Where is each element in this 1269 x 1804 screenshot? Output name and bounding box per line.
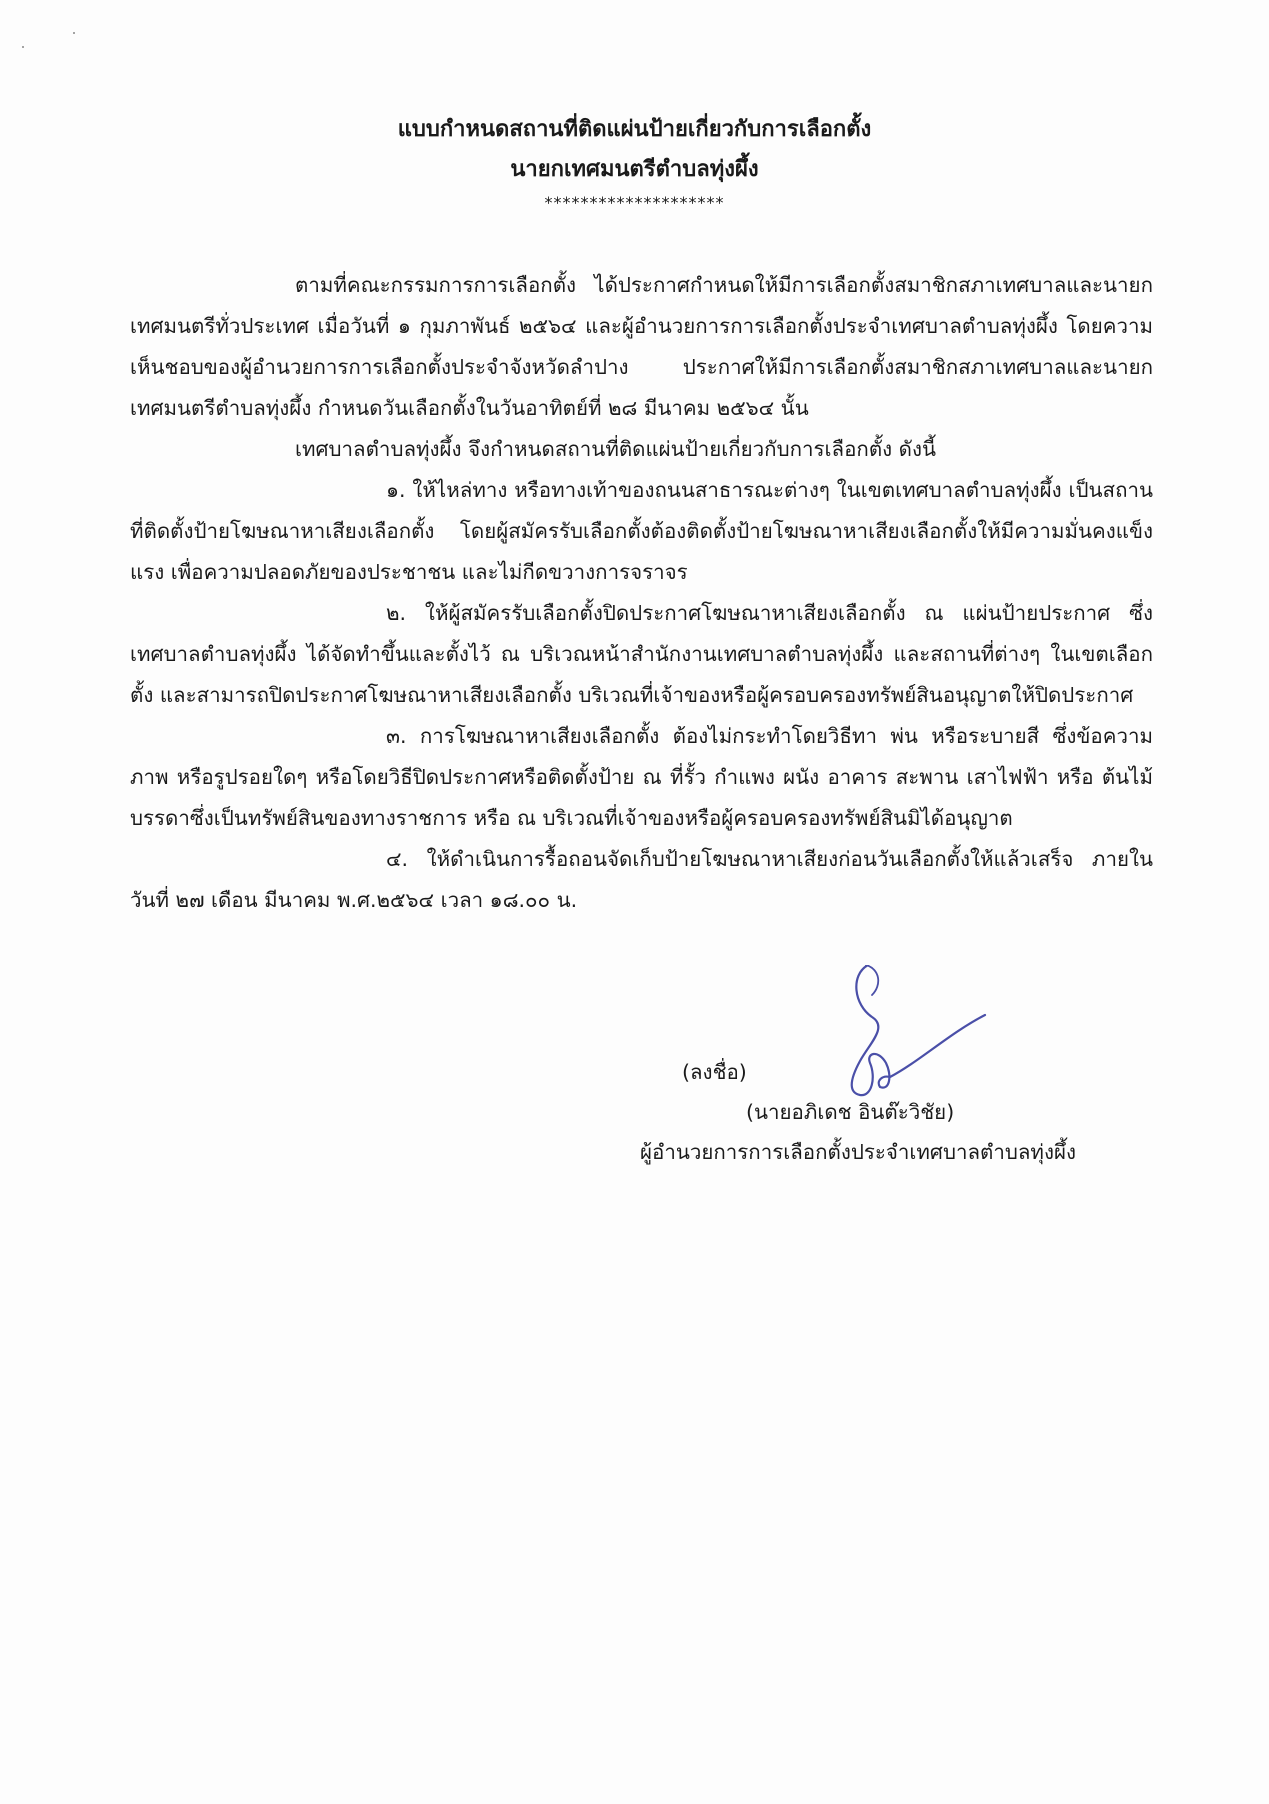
signatory-position: ผู้อำนวยการการเลือกตั้งประจำเทศบาลตำบลทุ่งผึ้ง xyxy=(640,1140,1076,1164)
handwritten-signature xyxy=(820,965,990,1105)
scan-speck xyxy=(22,46,24,48)
lead-paragraph: เทศบาลตำบลทุ่งผึ้ง จึงกำหนดสถานที่ติดแผ่นป้ายเกี่ยวกับการเลือกตั้ง ดังนี้ xyxy=(295,437,936,461)
document-title-line-2: นายกเทศมนตรีตำบลทุ่งผึ้ง xyxy=(510,157,759,182)
item-1-paragraph: ๑. ให้ไหล่ทาง หรือทางเท้าของถนนสาธารณะต่างๆ ในเขตเทศบาลตำบลทุ่งผึ้ง เป็นสถานที่ติดตั้งป้ายโฆษณาหาเสียงเลือกตั้ง โดยผู้สมัครรับเลือกตั้งต้องติดตั้งป้ายโฆษณาหาเสียงเลือกตั้งให้มีความมั่นคงแข็งแรง เพื่อความปลอดภัยของประชาชน และไม่กีดขวางการจราจร xyxy=(130,478,1153,584)
title-separator: ******************** xyxy=(544,193,725,212)
item-3-paragraph: ๓. การโฆษณาหาเสียงเลือกตั้ง ต้องไม่กระทำโดยวิธีทา พ่น หรือระบายสี ซึ่งข้อความ ภาพ หรือรูปรอยใดๆ หรือโดยวิธีปิดประกาศหรือติดตั้งป้าย ณ ที่รั้ว กำแพง ผนัง อาคาร สะพาน เสาไฟฟ้า หรือ ต้นไม้ บรรดาซึ่งเป็นทรัพย์สินของทางราชการ หรือ ณ บริเวณที่เจ้าของหรือผู้ครอบครองทรัพย์สินมิได้อนุญาต xyxy=(130,724,1153,830)
intro-paragraph: ตามที่คณะกรรมการการเลือกตั้ง ได้ประกาศกำหนดให้มีการเลือกตั้งสมาชิกสภาเทศบาลและนายกเทศมนตรีทั่วประเทศ เมื่อวันที่ ๑ กุมภาพันธ์ ๒๕๖๔ และผู้อำนวยการการเลือกตั้งประจำเทศบาลตำบลทุ่งผึ้ง โดยความเห็นชอบของผู้อำนวยการการเลือกตั้งประจำจังหวัดลำปาง ประกาศให้มีการเลือกตั้งสมาชิกสภาเทศบาลและนายกเทศมนตรีตำบลทุ่งผึ้ง กำหนดวันเลือกตั้งในวันอาทิตย์ที่ ๒๘ มีนาคม ๒๕๖๔ นั้น xyxy=(130,273,1153,420)
signatory-name: (นายอภิเดช อินต๊ะวิชัย) xyxy=(746,1100,955,1124)
document-body xyxy=(130,265,1153,921)
item-4-paragraph: ๔. ให้ดำเนินการรื้อถอนจัดเก็บป้ายโฆษณาหาเสียงก่อนวันเลือกตั้งให้แล้วเสร็จ ภายใน วันที่ ๒๗ เดือน มีนาคม พ.ศ.๒๕๖๔ เวลา ๑๘.๐๐ น. xyxy=(130,847,1153,912)
signature-label: (ลงชื่อ) xyxy=(682,1060,747,1084)
document-title-line-1: แบบกำหนดสถานที่ติดแผ่นป้ายเกี่ยวกับการเลือกตั้ง xyxy=(397,117,872,142)
item-2-paragraph: ๒. ให้ผู้สมัครรับเลือกตั้งปิดประกาศโฆษณาหาเสียงเลือกตั้ง ณ แผ่นป้ายประกาศ ซึ่งเทศบาลตำบลทุ่งผึ้ง ได้จัดทำขึ้นและตั้งไว้ ณ บริเวณหน้าสำนักงานเทศบาลตำบลทุ่งผึ้ง และสถานที่ต่างๆ ในเขตเลือกตั้ง และสามารถปิดประกาศโฆษณาหาเสียงเลือกตั้ง บริเวณที่เจ้าของหรือผู้ครอบครองทรัพย์สินอนุญาตให้ปิดประกาศ xyxy=(130,601,1153,707)
scan-speck xyxy=(73,32,75,34)
